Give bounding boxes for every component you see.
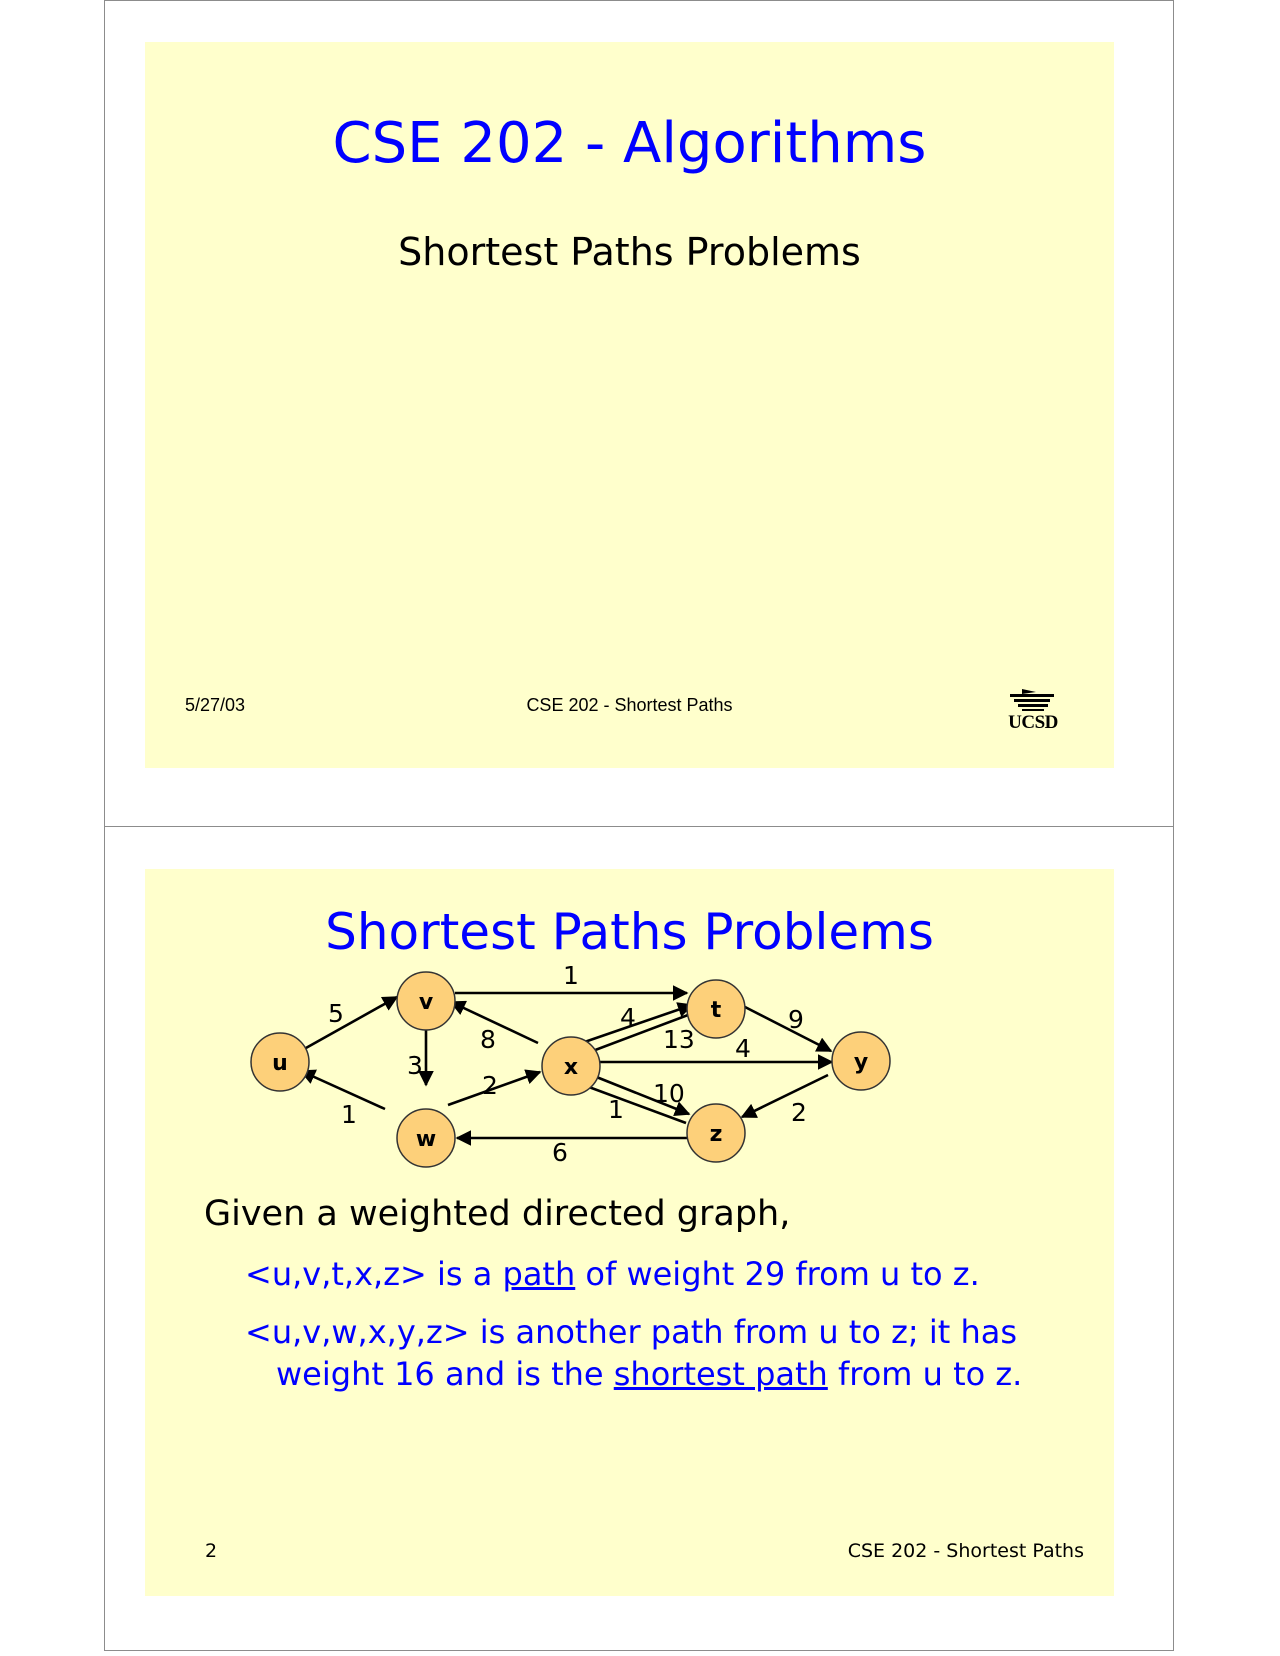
slide-1-footer-date: 5/27/03 bbox=[185, 695, 246, 715]
bullet-another-path: <u,v,w,x,y,z> is another path from u to z; it has bbox=[245, 1313, 1017, 1351]
edge-weight-t-x: 13 bbox=[663, 1025, 695, 1054]
weighted-directed-graph bbox=[145, 869, 1114, 1189]
ucsd-logo bbox=[1000, 688, 1066, 734]
edge-weight-w-x: 2 bbox=[482, 1071, 498, 1100]
edge-weight-v-w: 3 bbox=[407, 1051, 423, 1080]
bullet-1-post: of weight 29 from u to z. bbox=[575, 1255, 980, 1293]
slide-1-title: CSE 202 - Algorithms bbox=[332, 111, 927, 176]
node-labels bbox=[272, 990, 868, 1152]
bullet-1-pre: <u,v,t,x,z> is a bbox=[245, 1255, 503, 1293]
edge-weight-t-y: 9 bbox=[788, 1005, 804, 1034]
edge-weight-x-v: 8 bbox=[480, 1025, 496, 1054]
shortest-path-term: shortest path bbox=[613, 1355, 828, 1393]
node-label-x: x bbox=[563, 1055, 579, 1080]
node-label-u: u bbox=[272, 1051, 288, 1076]
bullet-3-post: from u to z. bbox=[827, 1355, 1023, 1393]
node-label-v: v bbox=[418, 990, 434, 1015]
edge-weight-x-y: 4 bbox=[735, 1034, 751, 1063]
edge-weight-z-x: 1 bbox=[608, 1095, 624, 1124]
edge-weight-x-t: 4 bbox=[620, 1003, 636, 1032]
edge-weight-v-t: 1 bbox=[563, 961, 579, 990]
edge-weight-z-w: 6 bbox=[552, 1138, 568, 1167]
intro-text: Given a weighted directed graph, bbox=[204, 1194, 791, 1234]
edge-weight-u-v: 5 bbox=[328, 999, 344, 1028]
edge-weight-x-z: 10 bbox=[653, 1079, 685, 1108]
node-label-y: y bbox=[853, 1050, 869, 1075]
node-label-w: w bbox=[415, 1127, 437, 1152]
slide-2-title: Shortest Paths Problems bbox=[325, 903, 934, 961]
edge-weight-y-z: 2 bbox=[791, 1098, 807, 1127]
node-label-t: t bbox=[710, 998, 722, 1023]
edge-weight-w-u: 1 bbox=[341, 1100, 357, 1129]
slide-2-footer-title: CSE 202 - Shortest Paths bbox=[847, 1540, 1084, 1562]
edge-u-v bbox=[297, 997, 397, 1053]
ucsd-logo-icon bbox=[1000, 688, 1066, 714]
path-term: path bbox=[502, 1255, 576, 1293]
node-label-z: z bbox=[709, 1122, 723, 1147]
slide-2-page-number: 2 bbox=[205, 1540, 218, 1562]
edge-y-z bbox=[742, 1075, 828, 1117]
page-divider bbox=[104, 826, 1174, 827]
bullet-path-example bbox=[245, 1255, 980, 1293]
bullet-shortest-path bbox=[276, 1355, 1023, 1393]
ucsd-logo-text: UCSD bbox=[1008, 712, 1058, 733]
slide-1-subtitle: Shortest Paths Problems bbox=[398, 230, 861, 274]
slide-2 bbox=[145, 869, 1114, 1596]
slide-1 bbox=[145, 42, 1114, 768]
slide-1-footer-title: CSE 202 - Shortest Paths bbox=[526, 695, 733, 715]
bullet-3-pre: weight 16 and is the bbox=[276, 1355, 614, 1393]
